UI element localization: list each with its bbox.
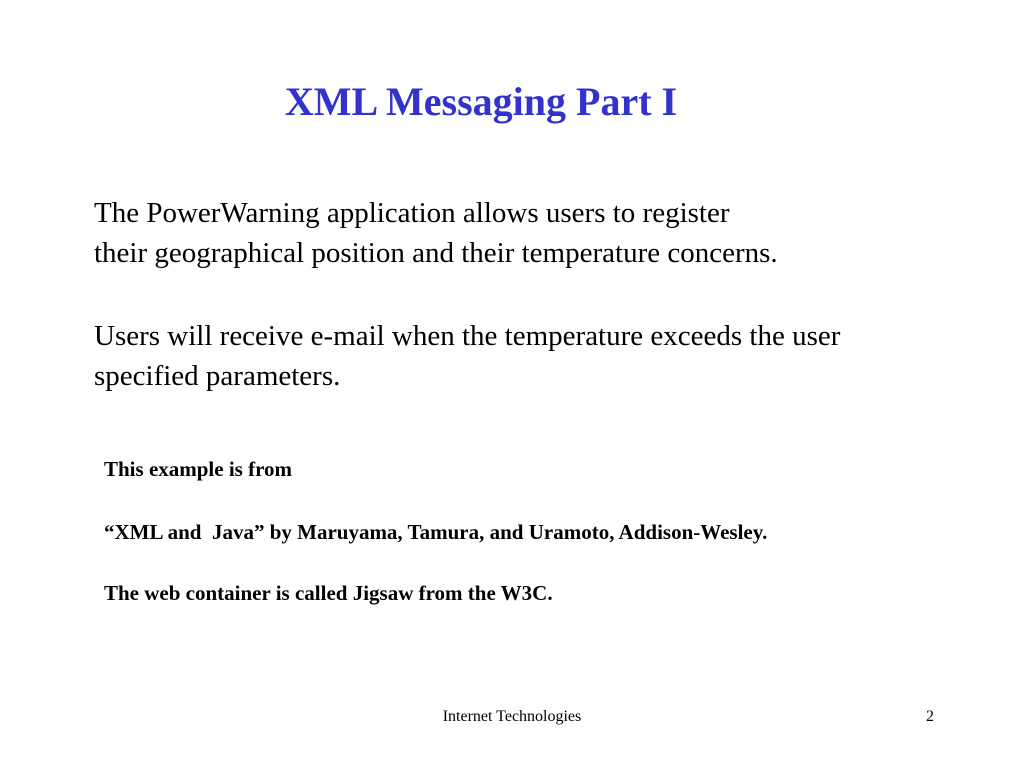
- intro-line-1: The PowerWarning application allows users to register: [94, 197, 730, 229]
- source-intro-note: This example is from: [104, 457, 293, 481]
- web-container-note: The web container is called Jigsaw from the W3C.: [104, 581, 553, 605]
- email-paragraph: [94, 316, 840, 396]
- book-citation-note: “XML and Java” by Maruyama, Tamura, and Uramoto, Addison-Wesley.: [104, 520, 768, 544]
- page-number: 2: [926, 708, 934, 725]
- footer-title: Internet Technologies: [442, 708, 582, 725]
- slide-title: XML Messaging Part I: [284, 79, 678, 124]
- intro-line-2: their geographical position and their temperature concerns.: [94, 237, 778, 269]
- email-line-2: specified parameters.: [94, 360, 341, 392]
- email-line-1: Users will receive e-mail when the temperature exceeds the user: [94, 320, 841, 352]
- intro-paragraph: [94, 193, 778, 273]
